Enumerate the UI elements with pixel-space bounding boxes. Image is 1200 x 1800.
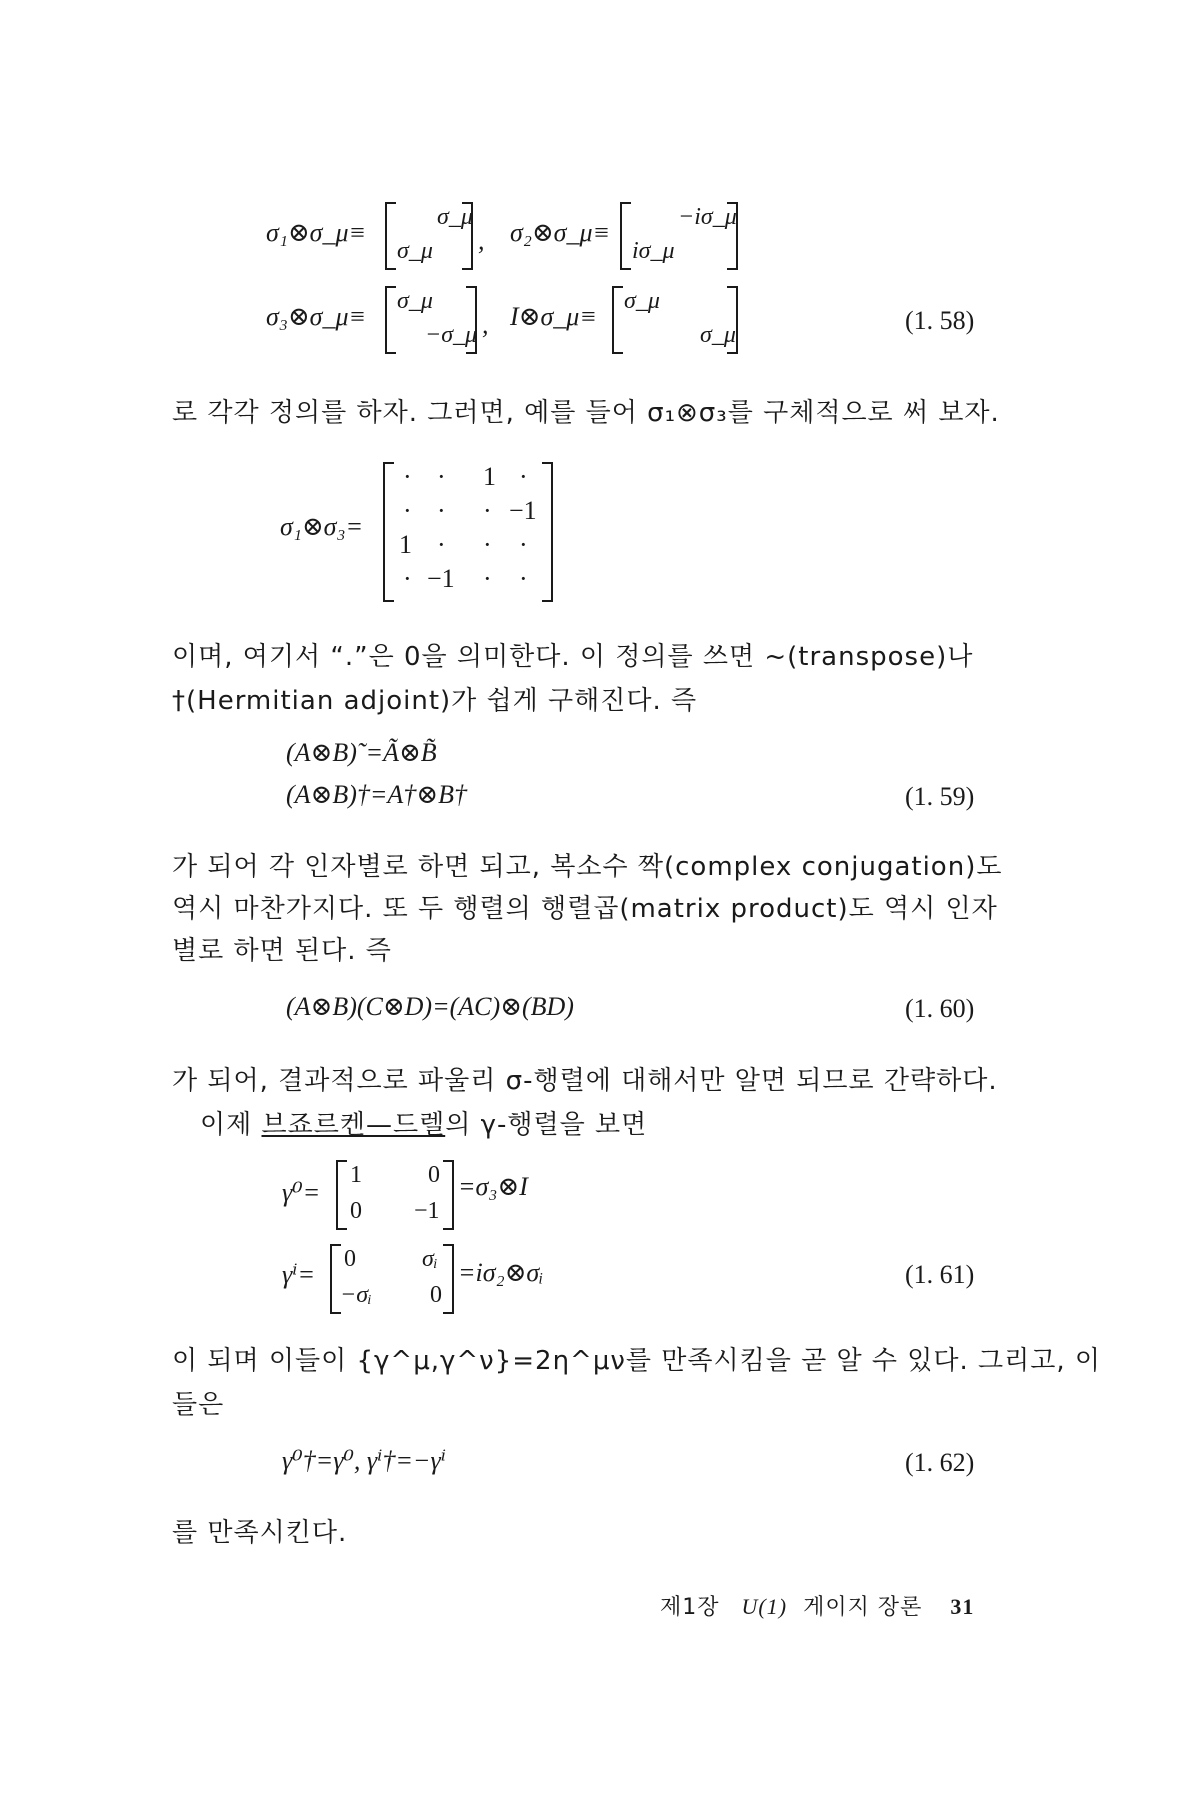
eq160-expr: (A⊗B)(C⊗D)=(AC)⊗(BD) bbox=[286, 992, 574, 1021]
m13-r4c2: −1 bbox=[427, 564, 455, 593]
m13-r1c3: 1 bbox=[483, 462, 496, 491]
m3-r1c1: σ_μ bbox=[397, 288, 433, 314]
eq159-number: (1. 59) bbox=[905, 782, 975, 811]
paragraph-5-line-1: 이 되며 이들이 {γ^μ,γ^ν}=2η^μν를 만족시킴을 곧 알 수 있다. 그리고, 이 bbox=[172, 1346, 1102, 1376]
m1-r1c2: σ_μ bbox=[437, 204, 473, 230]
paragraph-5-line-2: 들은 bbox=[172, 1390, 225, 1420]
m13-r1c2: · bbox=[437, 462, 446, 491]
eq158-lhs4: I⊗σ_μ≡ bbox=[510, 302, 597, 331]
eq159-line1: (A⊗B)˜=Ã⊗B̃ bbox=[286, 738, 437, 767]
paragraph-1: 로 각각 정의를 하자. 그러면, 예를 들어 σ₁⊗σ₃를 구체적으로 써 보자. bbox=[172, 398, 1000, 428]
eq158-matrix2 bbox=[620, 202, 738, 270]
page: σ₁⊗σ_μ≡ σ_μ σ_μ , σ₂⊗σ_μ≡ −iσ_μ iσ_μ σ₃⊗σ_μ≡ σ_μ −σ_μ , I⊗σ_μ≡ σ_μ σ_μ (1. 58) 로 각각 정의를 하자. 그러면, 예를 들어 σ₁⊗σ₃를 구체적으로 써 보자. σ₁⊗σ₃= · · 1 · · · · −1 1 · · · · −1 · · 이며, 여기서 “.”은 0을 의미한다. 이 정의를 쓰면 ~(transpose)나 †(Hermitian adjoint)가 쉽게 구해진다. 즉 (A⊗B)˜=Ã⊗B̃ (A⊗B)†=A†⊗B† (1. 59) 가 되어 각 인자별로 하면 되고, 복소수 짝(complex conjugation)도 역시 마찬가지다. 또 두 행렬의 행렬곱(matrix product)도 역시 인자 별로 하면 된다. 즉 (A⊗B)(C⊗D)=(AC)⊗(BD) (1. 60) 가 되어, 결과적으로 파울리 σ-행렬에 대해서만 알면 되므로 간략하다. 이제 브죠르켄—드렐의 γ-행렬을 보면 γ⁰= 1 0 0 −1 =σ₃⊗I γⁱ= 0 σᵢ −σᵢ 0 =iσ₂⊗σᵢ (1. 61) 이 되며 이들이 {γ^μ,γ^ν}=2η^μν를 만족시킴을 곧 알 수 있다. 그리고, 이 들은 γ⁰†=γ⁰, γⁱ†=−γⁱ (1. 62) 를 만족시킨다. 제1장 U(1) 게이지 장론 31 bbox=[172, 204, 1102, 1620]
page-number: 31 bbox=[950, 1594, 975, 1619]
eq161-gammai-matrix bbox=[330, 1244, 454, 1314]
eq161-number: (1. 61) bbox=[905, 1260, 975, 1289]
eq161-gammai-rhs: =iσ₂⊗σᵢ bbox=[458, 1258, 544, 1287]
eq158-matrix3 bbox=[385, 286, 477, 354]
eq161-gamma0-rhs: =σ₃⊗I bbox=[458, 1172, 528, 1201]
page-footer bbox=[660, 1590, 974, 1621]
eq158-number: (1. 58) bbox=[905, 306, 975, 335]
gi-r2c2: 0 bbox=[430, 1282, 442, 1308]
paragraph-3-line-1: 가 되어 각 인자별로 하면 되고, 복소수 짝(complex conjugation)도 bbox=[172, 852, 1003, 882]
g0-r2c1: 0 bbox=[350, 1198, 362, 1224]
footer-title-text: 게이지 장론 bbox=[803, 1595, 923, 1620]
gi-r2c1: −σᵢ bbox=[340, 1282, 372, 1308]
paragraph-4-line-1: 가 되어, 결과적으로 파울리 σ-행렬에 대해서만 알면 되므로 간략하다. bbox=[172, 1066, 998, 1096]
gi-r1c1: 0 bbox=[344, 1246, 356, 1272]
p4-post: 의 γ-행렬을 보면 bbox=[445, 1110, 648, 1140]
m13-r3c4: · bbox=[519, 530, 528, 559]
m13-r3c3: · bbox=[483, 530, 492, 559]
m3-r2c2: −σ_μ bbox=[425, 322, 478, 348]
eq158-lhs1: σ₁⊗σ_μ≡ bbox=[266, 218, 367, 247]
m13-r2c1: · bbox=[403, 496, 412, 525]
m13-r3c1: 1 bbox=[399, 530, 412, 559]
eq161-gammai-lhs: γⁱ= bbox=[282, 1260, 316, 1289]
paragraph-3-line-3: 별로 하면 된다. 즉 bbox=[172, 936, 392, 966]
m2-r2c1: iσ_μ bbox=[632, 238, 675, 264]
eq158-matrix1 bbox=[385, 202, 473, 270]
eq161-gamma0-matrix bbox=[336, 1160, 454, 1230]
m4-r2c2: σ_μ bbox=[700, 322, 736, 348]
p4-underlined-name: 브죠르켄—드렐 bbox=[261, 1110, 446, 1140]
g0-r1c1: 1 bbox=[350, 1162, 362, 1188]
paragraph-2-line-2: †(Hermitian adjoint)가 쉽게 구해진다. 즉 bbox=[172, 686, 698, 716]
m2-r1c2: −iσ_μ bbox=[678, 204, 737, 230]
footer-title-math: U(1) bbox=[741, 1594, 788, 1619]
m4-r1c1: σ_μ bbox=[624, 288, 660, 314]
eq159-line2: (A⊗B)†=A†⊗B† bbox=[286, 780, 467, 809]
eq161-gamma0-lhs: γ⁰= bbox=[282, 1178, 321, 1207]
m13-r1c4: · bbox=[519, 462, 528, 491]
paragraph-3-line-2: 역시 마찬가지다. 또 두 행렬의 행렬곱(matrix product)도 역시 인자 bbox=[172, 894, 998, 924]
eq162-number: (1. 62) bbox=[905, 1448, 975, 1477]
m13-r1c1: · bbox=[403, 462, 412, 491]
eq158-lhs3: σ₃⊗σ_μ≡ bbox=[266, 302, 367, 331]
m13-r4c4: · bbox=[519, 564, 528, 593]
m1-r2c1: σ_μ bbox=[397, 238, 433, 264]
g0-r1c2: 0 bbox=[428, 1162, 440, 1188]
matrix13-body bbox=[383, 462, 553, 602]
m13-r2c2: · bbox=[437, 496, 446, 525]
footer-chapter: 제1장 bbox=[660, 1595, 720, 1620]
m13-r2c4: −1 bbox=[509, 496, 537, 525]
m13-r4c3: · bbox=[483, 564, 492, 593]
m13-r4c1: · bbox=[403, 564, 412, 593]
p4-pre: 이제 bbox=[200, 1110, 262, 1140]
paragraph-4-line-2 bbox=[200, 1104, 647, 1141]
m13-r3c2: · bbox=[437, 530, 446, 559]
eq162-expr: γ⁰†=γ⁰, γⁱ†=−γⁱ bbox=[282, 1446, 446, 1475]
eq158-lhs2: σ₂⊗σ_μ≡ bbox=[510, 218, 611, 247]
g0-r2c2: −1 bbox=[414, 1198, 440, 1224]
paragraph-6: 를 만족시킨다. bbox=[172, 1518, 348, 1548]
matrix13-lhs: σ₁⊗σ₃= bbox=[280, 512, 364, 541]
eq160-number: (1. 60) bbox=[905, 994, 975, 1023]
eq158-matrix4 bbox=[612, 286, 738, 354]
paragraph-2-line-1: 이며, 여기서 “.”은 0을 의미한다. 이 정의를 쓰면 ~(transpose)나 bbox=[172, 642, 974, 672]
gi-r1c2: σᵢ bbox=[422, 1246, 438, 1272]
m13-r2c3: · bbox=[483, 496, 492, 525]
